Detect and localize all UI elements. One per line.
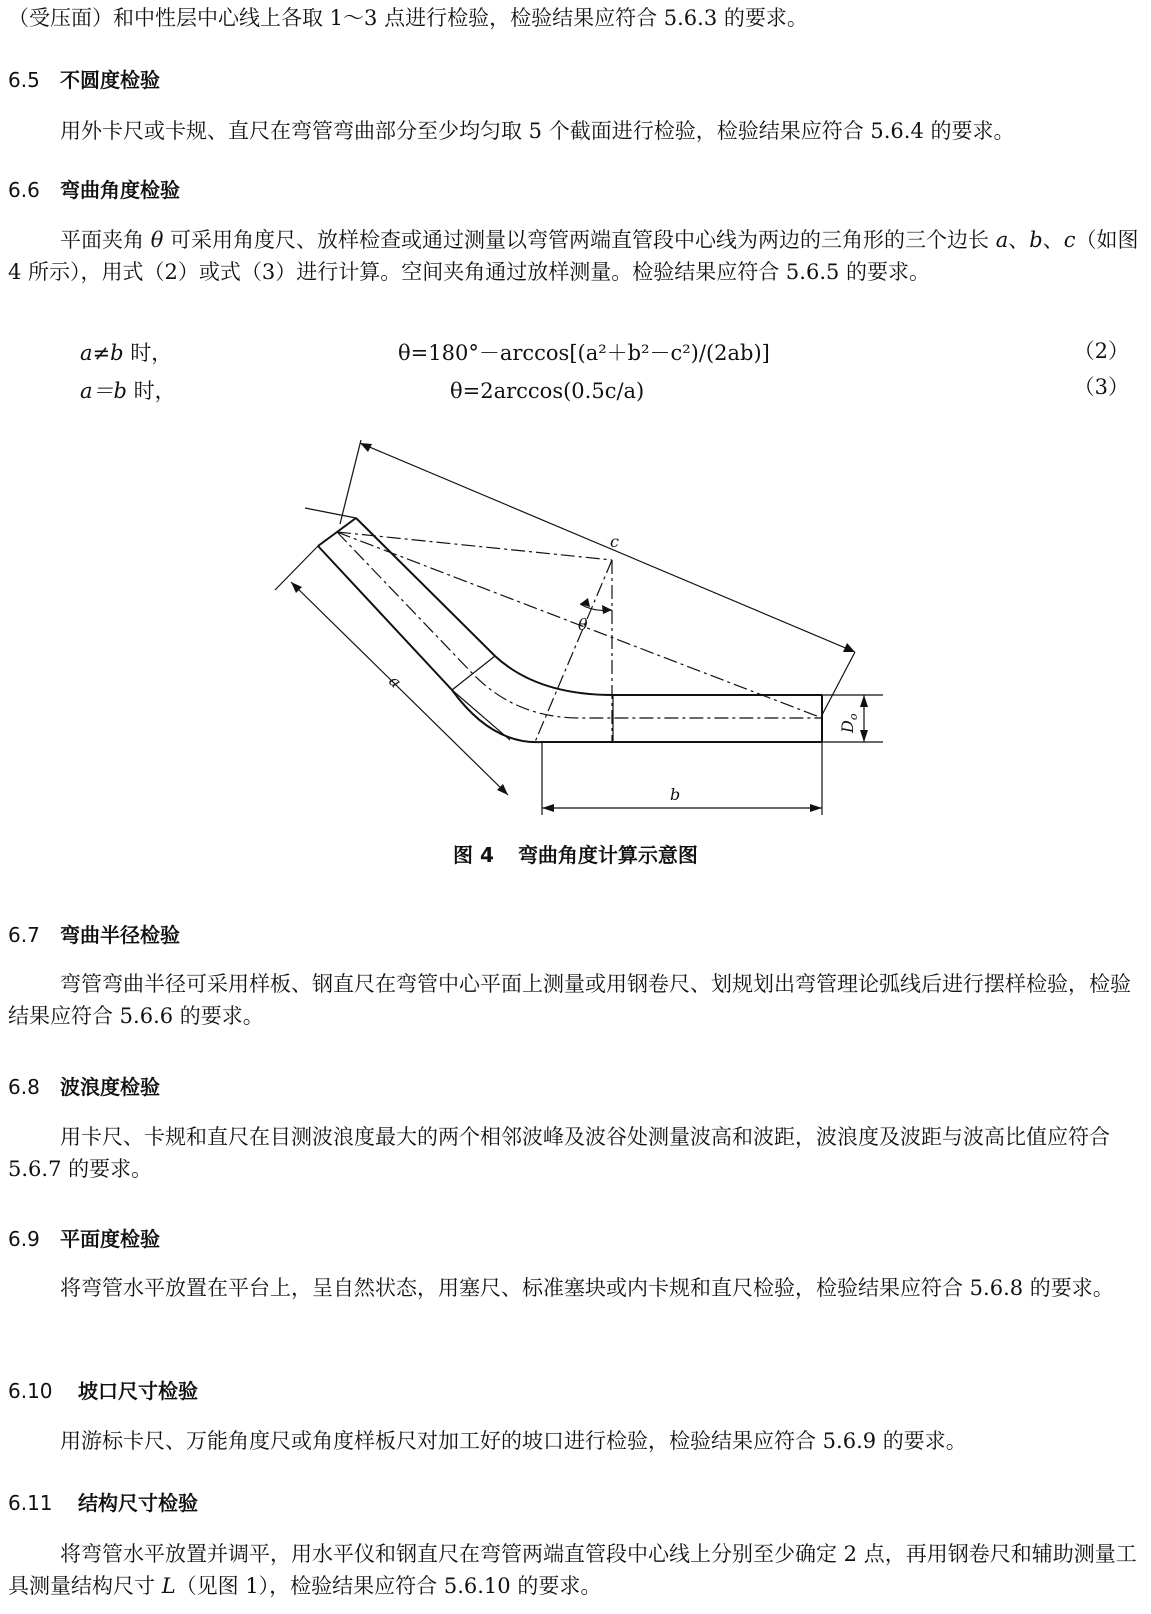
equation-3-formula: θ=2arccos(0.5c/a) bbox=[450, 379, 645, 403]
bend-start-line bbox=[452, 656, 495, 690]
caption-number: 图 4 bbox=[453, 843, 494, 867]
label-c: c bbox=[610, 532, 619, 551]
section-title: 弯曲角度检验 bbox=[60, 178, 180, 202]
label-d-main: D bbox=[838, 720, 857, 733]
section-number: 6.6 bbox=[8, 178, 40, 202]
body-text: 、 bbox=[1042, 228, 1064, 252]
arrow-theta-end bbox=[602, 605, 612, 614]
figure-caption bbox=[0, 840, 1151, 870]
section-body-6-8: 用卡尺、卡规和直尺在目测波浪度最大的两个相邻波峰及波谷处测量波高和波距，波浪度及波距与波高比值应符合 5.6.7 的要求。 bbox=[8, 1125, 1110, 1181]
dimension-line-c bbox=[360, 443, 855, 652]
section-title: 弯曲半径检验 bbox=[60, 923, 180, 947]
equation-2-number: （2） bbox=[1073, 339, 1129, 363]
section-title: 平面度检验 bbox=[60, 1227, 160, 1251]
paragraph-continued: （受压面）和中性层中心线上各取 1～3 点进行检验，检验结果应符合 5.6.3 的要求。 bbox=[8, 6, 808, 30]
section-heading-6-7 bbox=[8, 920, 180, 950]
section-body-6-9: 将弯管水平放置在平台上，呈自然状态，用塞尺、标准塞块或内卡规和直尺检验，检验结果应符合 5.6.8 的要求。 bbox=[60, 1276, 1114, 1300]
label-theta: θ bbox=[578, 615, 588, 634]
equation-variable: a≠b bbox=[80, 341, 124, 365]
label-a: a bbox=[385, 671, 406, 692]
centerline-extension-a bbox=[337, 532, 612, 560]
variable-a: a bbox=[995, 228, 1009, 252]
body-text: （如图 4 所示），用式（2）或式（3）进行计算。空间夹角通过放样测量。检验结果应符合 5.6.5 的要求。 bbox=[8, 228, 1139, 284]
section-number: 6.7 bbox=[8, 923, 40, 947]
variable-c: c bbox=[1063, 228, 1076, 252]
body-text: 、 bbox=[1008, 228, 1030, 252]
body-text: 可采用角度尺、放样检查或通过测量以弯管两端直管段中心线为两边的三角形的三个边长 bbox=[163, 228, 996, 252]
extension-line-a-start bbox=[275, 546, 318, 590]
body-text: 将弯管水平放置并调平，用水平仪和钢直尺在弯管两端直管段中心线上分别至少确定 2 点，再用钢卷尺和辅助测量工具测量结构尺寸 bbox=[8, 1542, 1137, 1598]
section-body-6-10: 用游标卡尺、万能角度尺或角度样板尺对加工好的坡口进行检验，检验结果应符合 5.6.9 的要求。 bbox=[60, 1429, 967, 1453]
arrow-theta-start bbox=[580, 598, 590, 607]
equation-text: 时， bbox=[123, 341, 173, 365]
section-title: 结构尺寸检验 bbox=[78, 1491, 198, 1515]
arrow-b-end bbox=[810, 804, 822, 812]
body-text: （见图 1），检验结果应符合 5.6.10 的要求。 bbox=[175, 1574, 602, 1598]
section-body-6-5: 用外卡尺或卡规、直尺在弯管弯曲部分至少均匀取 5 个截面进行检验，检验结果应符合 5.6.4 的要求。 bbox=[60, 119, 1015, 143]
extension-line-left bbox=[305, 508, 356, 518]
variable-theta: θ bbox=[150, 228, 164, 252]
section-title: 波浪度检验 bbox=[60, 1075, 160, 1099]
pipe-inner-wall bbox=[318, 546, 822, 742]
body-text: 平面夹角 bbox=[60, 228, 151, 252]
section-heading-6-11 bbox=[8, 1488, 198, 1518]
section-body-6-7: 弯管弯曲半径可采用样板、钢直尺在弯管中心平面上测量或用钢卷尺、划规划出弯管理论弧线后进行摆样检验，检验结果应符合 5.6.6 的要求。 bbox=[8, 972, 1131, 1028]
section-number: 6.10 bbox=[8, 1379, 53, 1403]
section-number: 6.11 bbox=[8, 1491, 53, 1515]
label-d bbox=[838, 713, 860, 734]
arrow-b-start bbox=[542, 804, 554, 812]
section-heading-6-8 bbox=[8, 1072, 160, 1102]
section-heading-6-10 bbox=[8, 1376, 198, 1406]
variable-b: b bbox=[1029, 228, 1043, 252]
equation-variable: a＝b bbox=[80, 379, 127, 403]
section-body-6-11 bbox=[8, 1538, 1144, 1602]
pipe-outline bbox=[318, 518, 822, 742]
variable-L: L bbox=[161, 1574, 176, 1598]
extension-line-c-right bbox=[822, 652, 855, 715]
extension-line-c-left bbox=[340, 440, 361, 524]
arrow-d-top bbox=[860, 695, 868, 707]
arrow-d-bottom bbox=[860, 730, 868, 742]
equation-3-number: （3） bbox=[1073, 375, 1129, 399]
section-title: 不圆度检验 bbox=[60, 68, 160, 92]
label-d-subscript: o bbox=[847, 713, 860, 721]
equation-2-formula: θ=180°－arccos[(a²＋b²－c²)/(2ab)] bbox=[398, 341, 770, 365]
caption-title: 弯曲角度计算示意图 bbox=[517, 843, 698, 867]
section-heading-6-9 bbox=[8, 1224, 160, 1254]
equation-text: 时， bbox=[126, 379, 176, 403]
section-number: 6.5 bbox=[8, 68, 40, 92]
section-number: 6.8 bbox=[8, 1075, 40, 1099]
dimension-line-a bbox=[291, 582, 508, 795]
label-b: b bbox=[670, 785, 681, 804]
arrow-c-start bbox=[360, 443, 372, 452]
section-title: 坡口尺寸检验 bbox=[78, 1379, 198, 1403]
section-number: 6.9 bbox=[8, 1227, 40, 1251]
